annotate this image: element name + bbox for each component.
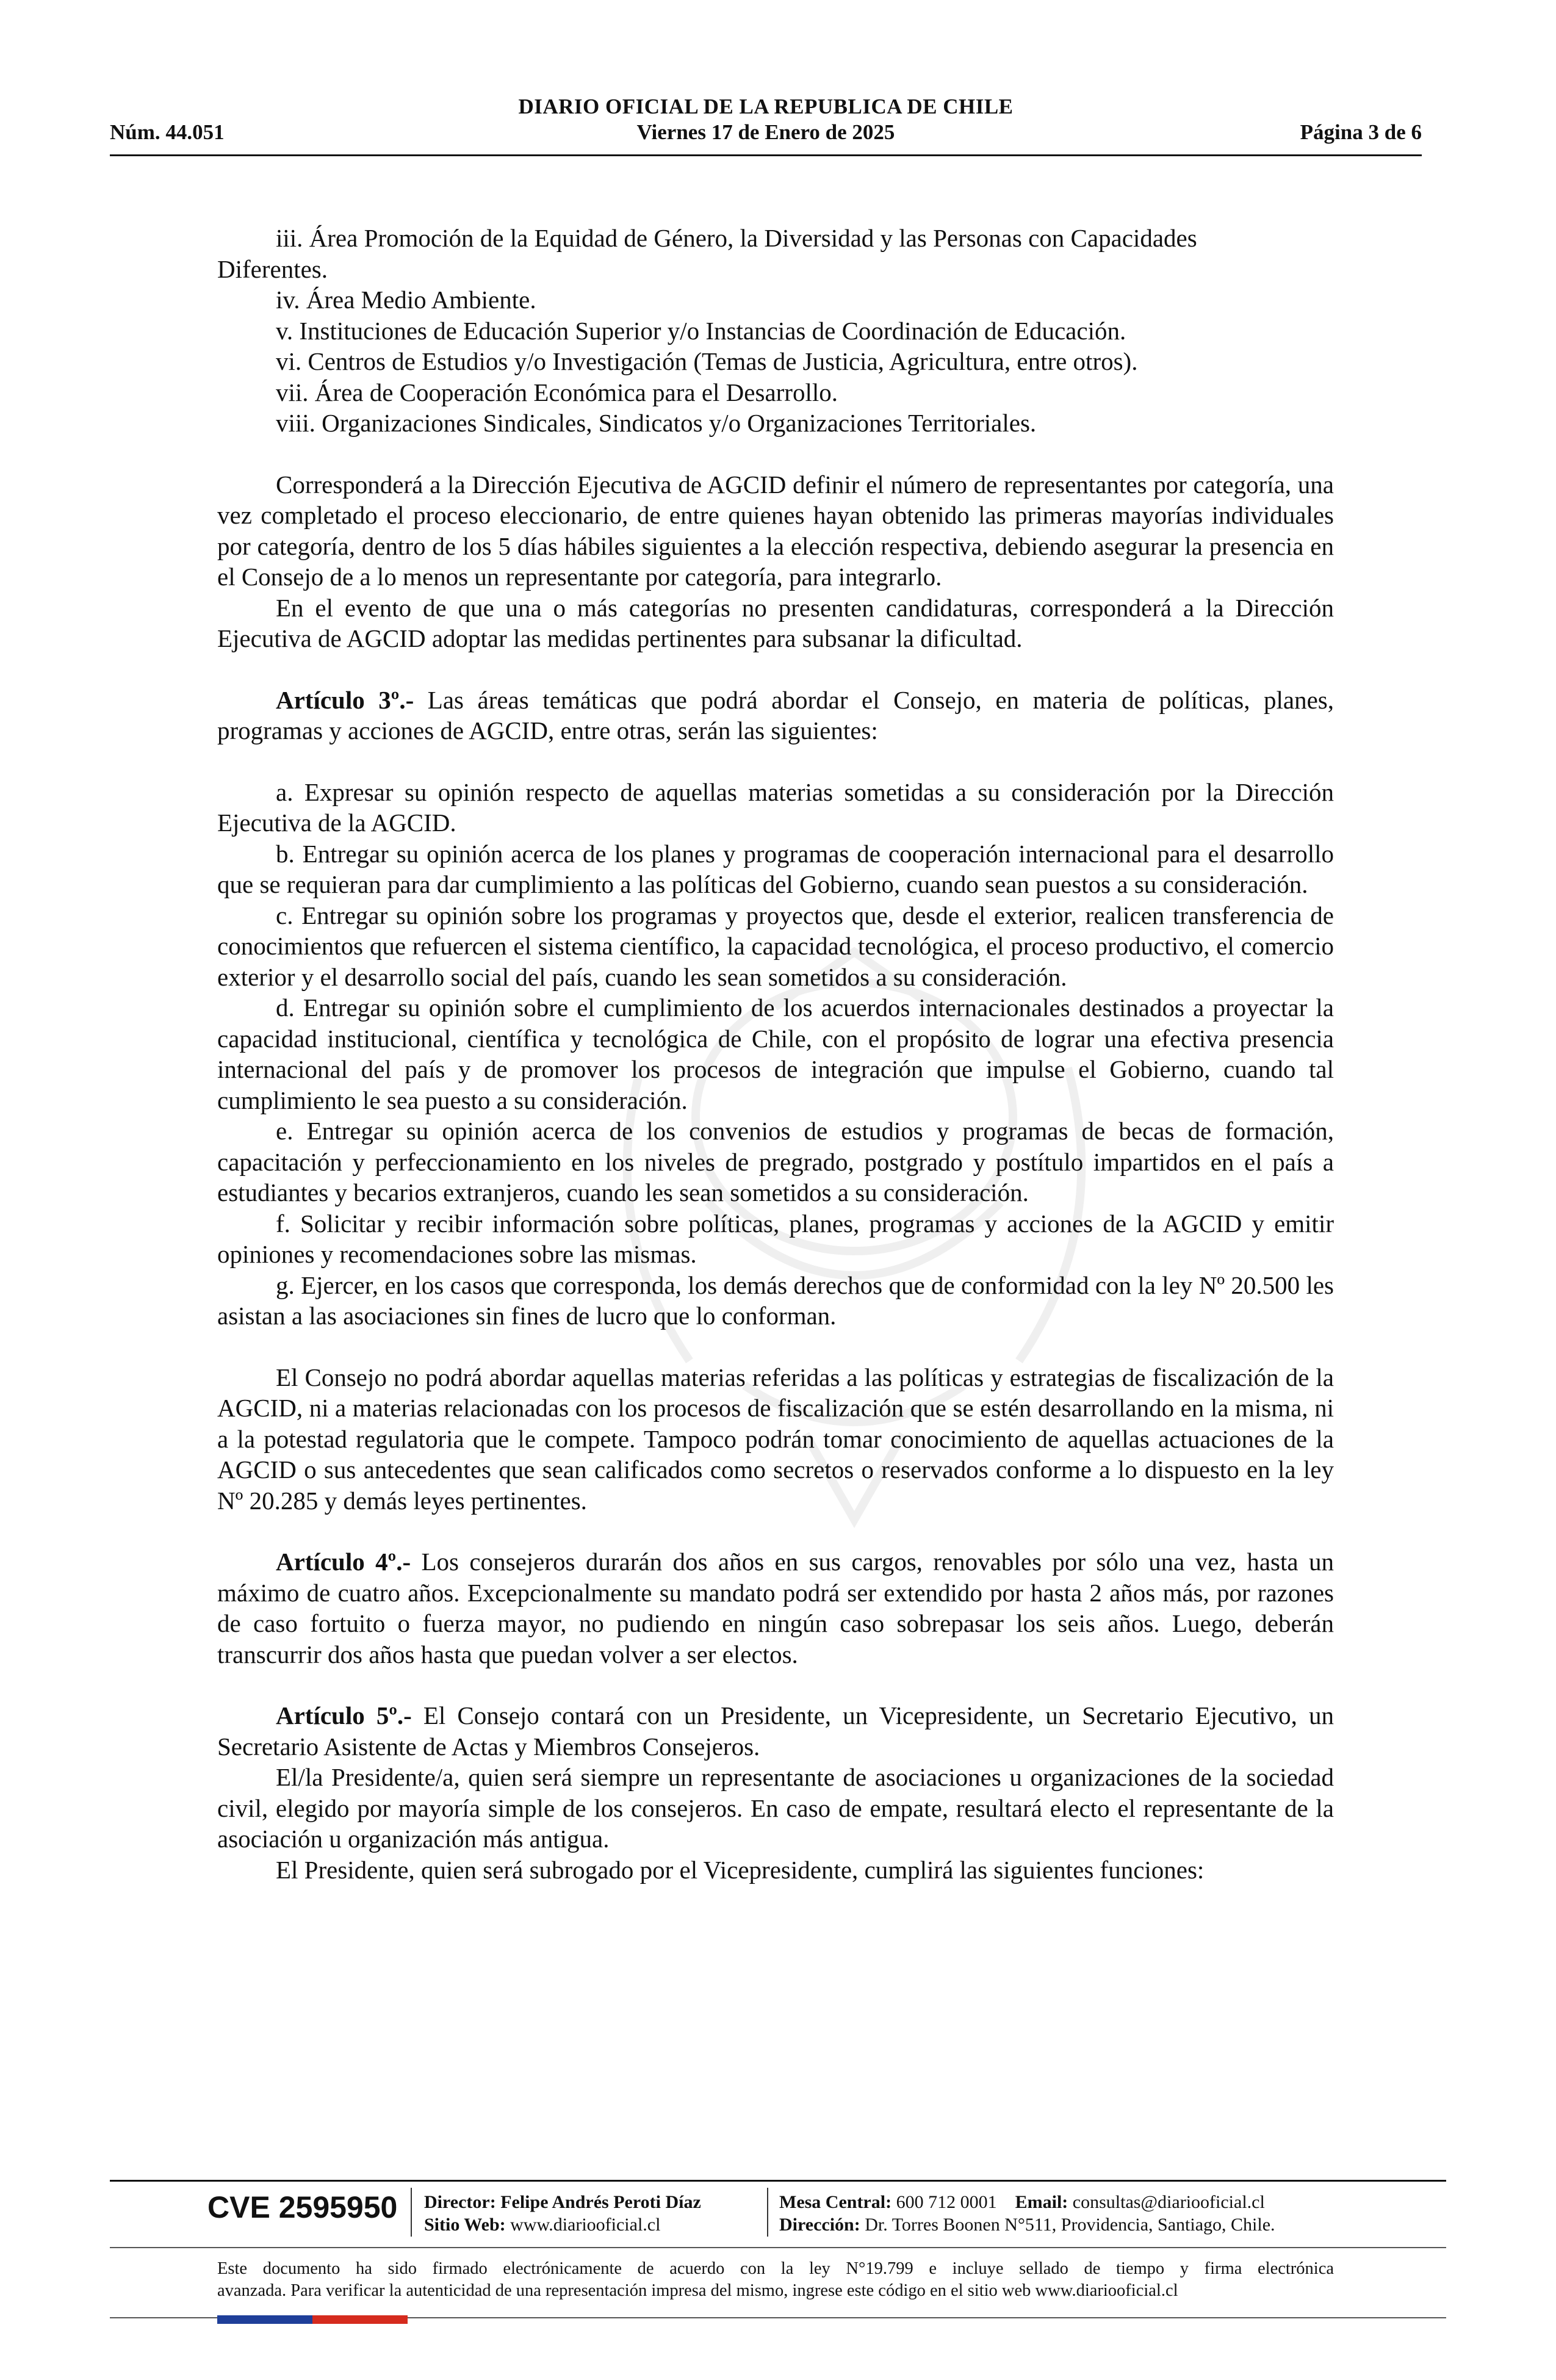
article-3 (217, 685, 1334, 746)
director-name: Felipe Andrés Peroti Díaz (500, 2192, 701, 2212)
list-item-iv: iv. Área Medio Ambiente. (276, 286, 536, 314)
list-item-iii-continuation: Diferentes. (217, 254, 328, 283)
article-3-text: Las áreas temáticas que podrá abordar el Consejo, en materia de políticas, planes, programas y acciones de AGCID, entre otras, serán las siguientes: (217, 685, 1334, 745)
article-body (217, 223, 1334, 1885)
list-item-v: v. Instituciones de Educación Superior y/o Instancias de Coordinación de Educación. (276, 316, 1126, 345)
flag-red-segment (312, 2315, 408, 2324)
header-divider (110, 154, 1422, 156)
list-item-vi: vi. Centros de Estudios y/o Investigación (Temas de Justicia, Agricultura, entre otros). (276, 347, 1138, 375)
email-link[interactable]: consultas@diariooficial.cl (1072, 2192, 1265, 2212)
footer-separator (411, 2188, 412, 2237)
page-indicator: Página 3 de 6 (1300, 120, 1422, 144)
item-a: a. Expresar su opinión respecto de aquellas materias sometidas a su consideración por la Dirección Ejecutiva de la AGCID. (217, 777, 1334, 837)
website-link[interactable]: www.diariooficial.cl (510, 2215, 661, 2235)
header-row (110, 120, 1422, 150)
article-5-text: El Consejo contará con un Presidente, un Vicepresidente, un Secretario Ejecutivo, un Secretario Asistente de Actas y Miembros Consejeros. (217, 1701, 1334, 1761)
item-g: g. Ejercer, en los casos que corresponda, los demás derechos que de conformidad con la ley Nº 20.500 les asistan a las asociaciones sin fines de lucro que lo conforman. (217, 1271, 1334, 1330)
newspaper-title: DIARIO OFICIAL DE LA REPUBLICA DE CHILE (518, 95, 1014, 118)
item-e: e. Entregar su opinión acerca de los convenios de estudios y programas de becas de formación, capacitación y perfeccionamiento en los niveles de pregrado, postgrado y postítulo impartidos en el país a estudiantes y becarios extranjeros, cuando les sean sometidos a su consideración. (217, 1117, 1334, 1206)
list-item-vii: vii. Área de Cooperación Económica para el Desarrollo. (276, 378, 838, 406)
footer-director-block: Director: Felipe Andrés Peroti Díaz Sitio Web: www.diariooficial.cl (424, 2192, 701, 2235)
list-item-iii: iii. Área Promoción de la Equidad de Género, la Diversidad y las Personas con Capacidades (276, 224, 1197, 252)
address: Dr. Torres Boonen N°511, Providencia, Santiago, Chile. (865, 2215, 1275, 2235)
footer-contact-block: Mesa Central: 600 712 0001 Email: consultas@diariooficial.cl Dirección: Dr. Torres Boonen N°511, Providencia, Santiago, Chile. (779, 2192, 1275, 2235)
paragraph-sin-candidaturas: En el evento de que una o más categorías no presenten candidaturas, corresponderá a la Dirección Ejecutiva de AGCID adoptar las medidas pertinentes para subsanar la dificultad. (217, 593, 1334, 652)
electronic-signature-note: Este documento ha sido firmado electrónicamente de acuerdo con la ley N°19.799 e incluye sellado de tiempo y firma electrónica avanzada. Para verificar la autenticidad de una representación impresa del mismo, ingrese este código en el sitio web www.diariooficial.cl (217, 2259, 1334, 2300)
footer-separator (767, 2188, 768, 2237)
article-3-heading: Artículo 3º.- (276, 685, 414, 714)
issue-number: Núm. 44.051 (110, 120, 225, 144)
article-5-heading: Artículo 5º.- (276, 1701, 412, 1729)
footer-note-divider (110, 2247, 1446, 2248)
paragraph-presidente-funciones: El Presidente, quien será subrogado por el Vicepresidente, cumplirá las siguientes funciones: (276, 1855, 1205, 1884)
paragraph-fiscalizacion: El Consejo no podrá abordar aquellas materias referidas a las políticas y estrategias de fiscalización de la AGCID, ni a materias relacionadas con los procesos de fiscalización que se estén desarrollando en la misma, ni a la potestad regulatoria que le compete. Tampoco podrán tomar conocimiento de aquellas actuaciones de la AGCID o sus antecedentes que sean calificados como secretos o reservados conforme a lo dispuesto en la ley Nº 20.285 y demás leyes pertinentes. (217, 1363, 1334, 1515)
item-d: d. Entregar su opinión sobre el cumplimiento de los acuerdos internacionales destinados a proyectar la capacidad institucional, científica y tecnológica de Chile, con el propósito de lograr una efectiva presencia internacional del país y de promover los procesos de integración que impulse el Gobierno, cuando tal cumplimiento le sea puesto a su consideración. (217, 993, 1334, 1114)
phone-number: 600 712 0001 (896, 2192, 997, 2212)
paragraph-representantes: Corresponderá a la Dirección Ejecutiva de AGCID definir el número de representantes por categoría, una vez completado el proceso eleccionario, de entre quienes hayan obtenido las primeras mayorías individuales por categoría, dentro de los 5 días hábiles siguientes a la elección respectiva, debiendo asegurar la presencia en el Consejo de a lo menos un representante por categoría, para integrarlo. (217, 470, 1334, 591)
item-f: f. Solicitar y recibir información sobre políticas, planes, programas y acciones de la AGCID y emitir opiniones y recomendaciones sobre las mismas. (217, 1209, 1334, 1268)
footer-top-divider (110, 2180, 1446, 2182)
article-4-text: Los consejeros durarán dos años en sus cargos, renovables por sólo una vez, hasta un máximo de cuatro años. Excepcionalmente su mandato podrá ser extendido por hasta 2 años más, por razones de caso fortuito o fuerza mayor, no pudiendo en ningún caso sobrepasar los seis años. Luego, deberán transcurrir dos años hasta que puedan volver a ser electos. (217, 1548, 1334, 1668)
article-4 (217, 1546, 1334, 1670)
item-b: b. Entregar su opinión acerca de los planes y programas de cooperación internacional para el desarrollo que se requieran para dar cumplimiento a las políticas del Gobierno, cuando sean puestos a su consideración. (217, 839, 1334, 898)
cve-code: CVE 2595950 (207, 2190, 398, 2224)
paragraph-presidente-eleccion: El/la Presidente/a, quien será siempre un representante de asociaciones u organizaciones de la sociedad civil, elegido por mayoría simple de los consejeros. En caso de empate, resultará electo el representante de la asociación u organización más antigua. (217, 1763, 1334, 1853)
list-item-viii: viii. Organizaciones Sindicales, Sindicatos y/o Organizaciones Territoriales. (276, 409, 1037, 437)
issue-date: Viernes 17 de Enero de 2025 (636, 120, 895, 144)
article-5 (217, 1700, 1334, 1762)
chile-flag-stripe (217, 2315, 408, 2324)
item-c: c. Entregar su opinión sobre los programas y proyectos que, desde el exterior, realicen transferencia de conocimientos que refuercen el sistema científico, la capacidad tecnológica, el proceso productivo, el comercio exterior y el desarrollo social del país, cuando les sean sometidos a su consideración. (217, 901, 1334, 991)
flag-blue-segment (217, 2315, 312, 2324)
article-4-heading: Artículo 4º.- (276, 1548, 411, 1576)
